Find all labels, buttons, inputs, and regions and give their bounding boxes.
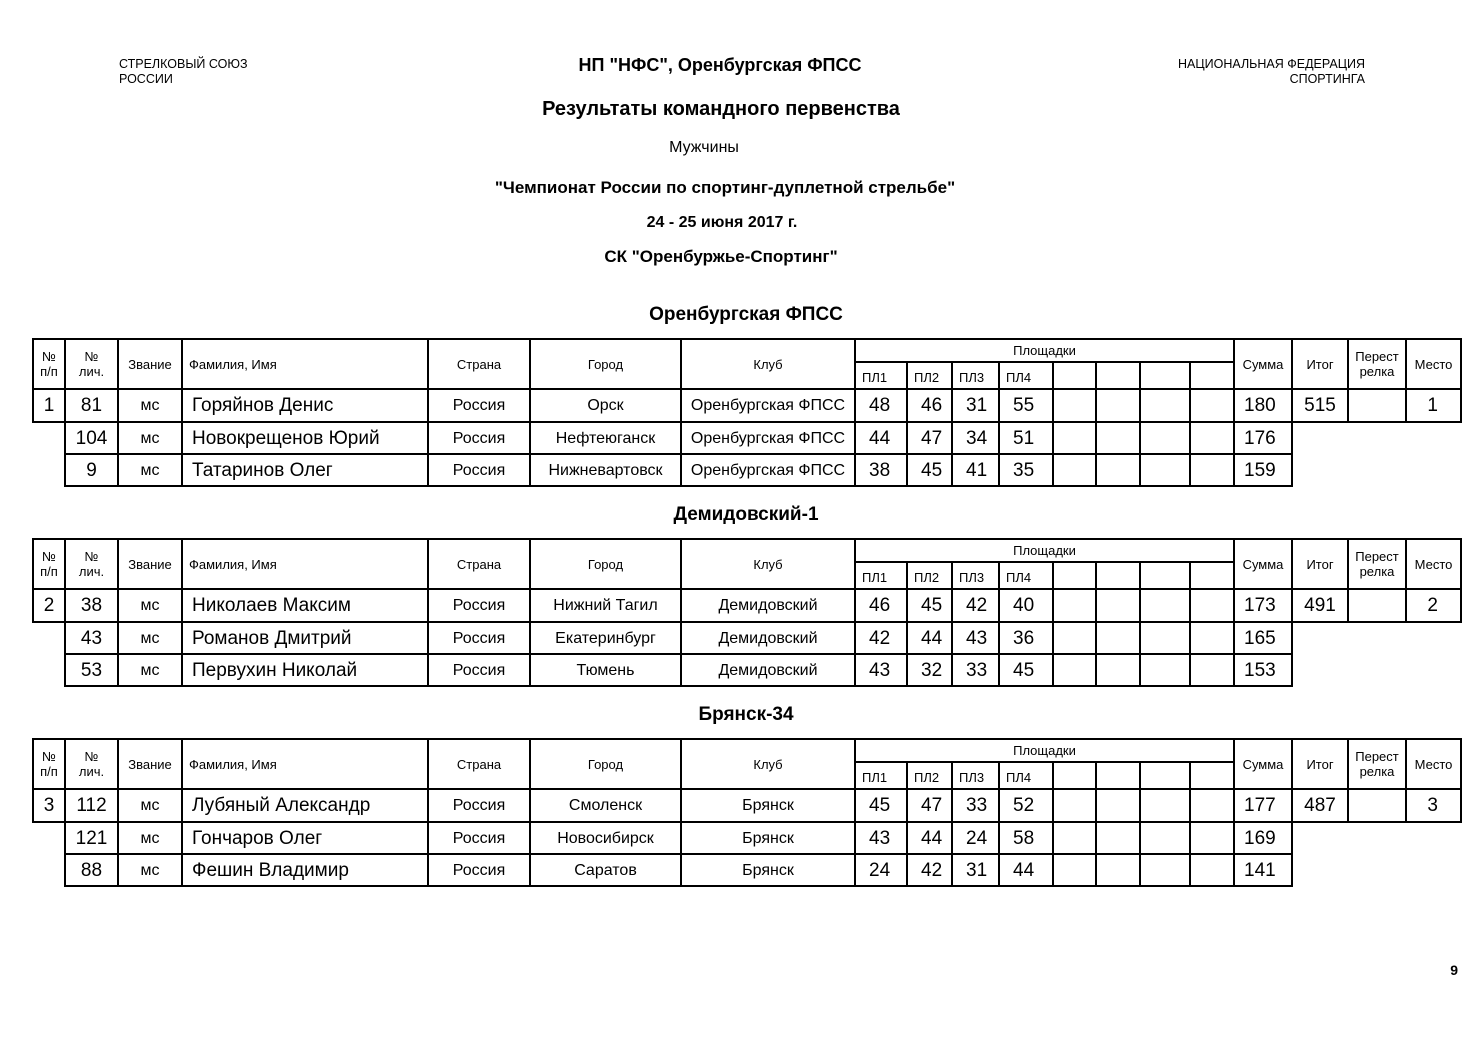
col-header-pp-line-2: п/п (40, 764, 58, 779)
member-score-range-5 (1052, 621, 1097, 655)
col-header-sum: Сумма (1233, 738, 1293, 790)
member-score-range-1: 24 (854, 853, 908, 887)
member-rank: мс (117, 653, 183, 687)
col-header-range-8 (1189, 561, 1235, 590)
col-header-ranges: Площадки (854, 738, 1235, 763)
col-header-pp (32, 538, 66, 590)
col-header-shootoff-line-1: Перест (1355, 549, 1399, 564)
col-header-shootoff (1347, 738, 1407, 790)
col-header-shootoff-line-2: релка (1359, 364, 1395, 379)
member-city: Нефтеюганск (529, 421, 682, 455)
col-header-lich-line-1: № (84, 749, 99, 764)
member-score-range-4: 40 (998, 588, 1054, 623)
member-score-range-5 (1052, 453, 1097, 487)
member-country: Россия (427, 421, 531, 455)
member-country: Россия (427, 453, 531, 487)
member-score-range-7 (1139, 788, 1191, 823)
team-pp: 2 (32, 588, 66, 623)
member-sum: 159 (1233, 453, 1293, 487)
member-score-range-6 (1095, 453, 1141, 487)
member-score-range-6 (1095, 388, 1141, 423)
member-score-range-5 (1052, 788, 1097, 823)
col-header-country: Страна (427, 338, 531, 390)
member-score-range-3: 31 (951, 853, 1000, 887)
col-header-place: Место (1405, 338, 1462, 390)
org-center: НП "НФС", Оренбургская ФПСС (578, 55, 862, 75)
member-score-range-2: 44 (906, 821, 953, 855)
col-header-pp-line-1: № (42, 349, 56, 364)
member-city: Нижний Тагил (529, 588, 682, 623)
member-score-range-8 (1189, 453, 1235, 487)
member-name: Николаев Максим (181, 588, 429, 623)
col-header-country: Страна (427, 738, 531, 790)
member-score-range-5 (1052, 588, 1097, 623)
col-header-range-8 (1189, 361, 1235, 390)
col-header-range-5 (1052, 561, 1097, 590)
team-place: 3 (1405, 788, 1462, 823)
member-score-range-4: 35 (998, 453, 1054, 487)
col-header-range-6 (1095, 361, 1141, 390)
member-score-range-7 (1139, 821, 1191, 855)
member-name: Лубяный Александр (181, 788, 429, 823)
col-header-range-2: ПЛ2 (906, 761, 953, 790)
member-club: Оренбургская ФПСС (680, 388, 856, 423)
col-header-name: Фамилия, Имя (181, 538, 429, 590)
col-header-lich-line-1: № (84, 549, 99, 564)
col-header-shootoff (1347, 338, 1407, 390)
member-club: Демидовский (680, 653, 856, 687)
member-city: Орск (529, 388, 682, 423)
team-pp: 1 (32, 388, 66, 423)
member-sum: 176 (1233, 421, 1293, 455)
member-name: Гончаров Олег (181, 821, 429, 855)
col-header-total: Итог (1291, 538, 1349, 590)
team-shootoff (1347, 788, 1407, 823)
member-lich: 81 (64, 388, 119, 423)
col-header-pp-line-2: п/п (40, 564, 58, 579)
member-rank: мс (117, 853, 183, 887)
member-score-range-6 (1095, 788, 1141, 823)
member-country: Россия (427, 588, 531, 623)
member-city: Екатеринбург (529, 621, 682, 655)
col-header-pp-line-1: № (42, 749, 56, 764)
member-name: Татаринов Олег (181, 453, 429, 487)
event-name: "Чемпионат России по спортинг-дуплетной стрельбе" (494, 178, 956, 197)
member-country: Россия (427, 788, 531, 823)
team-shootoff (1347, 388, 1407, 423)
member-score-range-3: 24 (951, 821, 1000, 855)
member-score-range-2: 44 (906, 621, 953, 655)
member-score-range-2: 47 (906, 788, 953, 823)
col-header-club: Клуб (680, 338, 856, 390)
col-header-range-3: ПЛ3 (951, 561, 1000, 590)
org-right (1178, 57, 1365, 87)
member-score-range-5 (1052, 421, 1097, 455)
member-score-range-7 (1139, 588, 1191, 623)
col-header-name: Фамилия, Имя (181, 738, 429, 790)
member-sum: 177 (1233, 788, 1293, 823)
member-country: Россия (427, 821, 531, 855)
member-score-range-6 (1095, 621, 1141, 655)
col-header-pp (32, 338, 66, 390)
team-place: 1 (1405, 388, 1462, 423)
member-score-range-4: 52 (998, 788, 1054, 823)
col-header-shootoff (1347, 538, 1407, 590)
member-name: Романов Дмитрий (181, 621, 429, 655)
member-score-range-7 (1139, 388, 1191, 423)
col-header-range-4: ПЛ4 (998, 361, 1054, 390)
member-score-range-4: 36 (998, 621, 1054, 655)
col-header-lich-line-2: лич. (78, 364, 105, 379)
member-rank: мс (117, 621, 183, 655)
col-header-range-7 (1139, 361, 1191, 390)
member-score-range-2: 46 (906, 388, 953, 423)
member-score-range-6 (1095, 653, 1141, 687)
member-score-range-3: 42 (951, 588, 1000, 623)
col-header-range-4: ПЛ4 (998, 761, 1054, 790)
col-header-range-3: ПЛ3 (951, 361, 1000, 390)
member-score-range-4: 44 (998, 853, 1054, 887)
col-header-pp-line-1: № (42, 549, 56, 564)
member-score-range-1: 43 (854, 821, 908, 855)
member-score-range-6 (1095, 588, 1141, 623)
team-title: Брянск-34 (698, 704, 794, 725)
org-left-line-1: СТРЕЛКОВЫЙ СОЮЗ (119, 57, 248, 71)
member-score-range-3: 33 (951, 788, 1000, 823)
member-score-range-5 (1052, 653, 1097, 687)
page-title: Результаты командного первенства (542, 98, 900, 120)
member-score-range-3: 43 (951, 621, 1000, 655)
org-left-line-2: РОССИИ (119, 72, 173, 86)
team-total: 515 (1291, 388, 1349, 423)
member-rank: мс (117, 588, 183, 623)
page-number: 9 (1450, 962, 1458, 978)
member-city: Тюмень (529, 653, 682, 687)
member-score-range-3: 34 (951, 421, 1000, 455)
col-header-range-7 (1139, 761, 1191, 790)
member-rank: мс (117, 421, 183, 455)
col-header-city: Город (529, 738, 682, 790)
member-score-range-8 (1189, 788, 1235, 823)
member-score-range-5 (1052, 821, 1097, 855)
member-score-range-5 (1052, 388, 1097, 423)
member-score-range-7 (1139, 621, 1191, 655)
member-score-range-2: 32 (906, 653, 953, 687)
member-score-range-6 (1095, 853, 1141, 887)
member-score-range-4: 55 (998, 388, 1054, 423)
col-header-range-4: ПЛ4 (998, 561, 1054, 590)
col-header-range-6 (1095, 761, 1141, 790)
member-score-range-3: 41 (951, 453, 1000, 487)
member-lich: 121 (64, 821, 119, 855)
col-header-range-6 (1095, 561, 1141, 590)
member-lich: 38 (64, 588, 119, 623)
col-header-shootoff-line-2: релка (1359, 764, 1395, 779)
col-header-place: Место (1405, 738, 1462, 790)
member-score-range-3: 31 (951, 388, 1000, 423)
col-header-pp (32, 738, 66, 790)
col-header-pp-line-2: п/п (40, 364, 58, 379)
col-header-total: Итог (1291, 738, 1349, 790)
member-sum: 165 (1233, 621, 1293, 655)
member-sum: 141 (1233, 853, 1293, 887)
col-header-country: Страна (427, 538, 531, 590)
member-name: Горяйнов Денис (181, 388, 429, 423)
col-header-lich-line-1: № (84, 349, 99, 364)
col-header-range-2: ПЛ2 (906, 561, 953, 590)
event-venue: СК "Оренбуржье-Спортинг" (604, 247, 838, 266)
col-header-sum: Сумма (1233, 338, 1293, 390)
col-header-lich-line-2: лич. (78, 764, 105, 779)
col-header-ranges: Площадки (854, 538, 1235, 563)
member-name: Новокрещенов Юрий (181, 421, 429, 455)
member-score-range-3: 33 (951, 653, 1000, 687)
col-header-range-7 (1139, 561, 1191, 590)
member-lich: 43 (64, 621, 119, 655)
member-score-range-2: 45 (906, 588, 953, 623)
col-header-shootoff-line-2: релка (1359, 564, 1395, 579)
member-score-range-1: 45 (854, 788, 908, 823)
event-dates: 24 - 25 июня 2017 г. (646, 214, 798, 231)
col-header-shootoff-line-1: Перест (1355, 749, 1399, 764)
col-header-total: Итог (1291, 338, 1349, 390)
member-score-range-2: 45 (906, 453, 953, 487)
member-score-range-7 (1139, 853, 1191, 887)
member-club: Демидовский (680, 588, 856, 623)
member-score-range-7 (1139, 653, 1191, 687)
team-shootoff (1347, 588, 1407, 623)
member-score-range-8 (1189, 653, 1235, 687)
team-place: 2 (1405, 588, 1462, 623)
col-header-city: Город (529, 338, 682, 390)
team-title: Оренбургская ФПСС (649, 304, 843, 325)
member-score-range-1: 43 (854, 653, 908, 687)
org-right-line-2: СПОРТИНГА (1289, 72, 1365, 86)
col-header-range-1: ПЛ1 (854, 361, 908, 390)
member-name: Первухин Николай (181, 653, 429, 687)
member-club: Брянск (680, 853, 856, 887)
team-title: Демидовский-1 (673, 504, 819, 525)
member-score-range-6 (1095, 421, 1141, 455)
member-country: Россия (427, 621, 531, 655)
member-lich: 88 (64, 853, 119, 887)
member-score-range-7 (1139, 453, 1191, 487)
col-header-sum: Сумма (1233, 538, 1293, 590)
member-score-range-1: 38 (854, 453, 908, 487)
col-header-range-5 (1052, 761, 1097, 790)
team-total: 491 (1291, 588, 1349, 623)
member-score-range-8 (1189, 388, 1235, 423)
member-city: Смоленск (529, 788, 682, 823)
member-score-range-8 (1189, 621, 1235, 655)
col-header-range-3: ПЛ3 (951, 761, 1000, 790)
member-sum: 169 (1233, 821, 1293, 855)
member-score-range-4: 51 (998, 421, 1054, 455)
member-score-range-1: 44 (854, 421, 908, 455)
member-city: Нижневартовск (529, 453, 682, 487)
member-rank: мс (117, 788, 183, 823)
col-header-range-8 (1189, 761, 1235, 790)
col-header-club: Клуб (680, 738, 856, 790)
member-club: Оренбургская ФПСС (680, 421, 856, 455)
category-subtitle: Мужчины (669, 139, 739, 156)
member-score-range-2: 47 (906, 421, 953, 455)
col-header-club: Клуб (680, 538, 856, 590)
col-header-rank: Звание (117, 738, 183, 790)
member-city: Новосибирск (529, 821, 682, 855)
member-sum: 180 (1233, 388, 1293, 423)
member-sum: 173 (1233, 588, 1293, 623)
col-header-city: Город (529, 538, 682, 590)
col-header-shootoff-line-1: Перест (1355, 349, 1399, 364)
member-club: Брянск (680, 821, 856, 855)
member-score-range-8 (1189, 821, 1235, 855)
member-score-range-1: 42 (854, 621, 908, 655)
col-header-range-1: ПЛ1 (854, 761, 908, 790)
member-score-range-8 (1189, 588, 1235, 623)
member-lich: 53 (64, 653, 119, 687)
member-score-range-1: 46 (854, 588, 908, 623)
member-club: Брянск (680, 788, 856, 823)
member-country: Россия (427, 853, 531, 887)
member-lich: 104 (64, 421, 119, 455)
member-score-range-2: 42 (906, 853, 953, 887)
col-header-lich-line-2: лич. (78, 564, 105, 579)
col-header-range-1: ПЛ1 (854, 561, 908, 590)
member-country: Россия (427, 388, 531, 423)
col-header-range-2: ПЛ2 (906, 361, 953, 390)
col-header-rank: Звание (117, 538, 183, 590)
member-lich: 9 (64, 453, 119, 487)
team-pp: 3 (32, 788, 66, 823)
col-header-lich (64, 338, 119, 390)
col-header-rank: Звание (117, 338, 183, 390)
col-header-range-5 (1052, 361, 1097, 390)
member-score-range-1: 48 (854, 388, 908, 423)
member-rank: мс (117, 821, 183, 855)
member-score-range-8 (1189, 421, 1235, 455)
member-lich: 112 (64, 788, 119, 823)
col-header-place: Место (1405, 538, 1462, 590)
col-header-name: Фамилия, Имя (181, 338, 429, 390)
member-score-range-4: 45 (998, 653, 1054, 687)
member-club: Демидовский (680, 621, 856, 655)
member-score-range-5 (1052, 853, 1097, 887)
member-score-range-8 (1189, 853, 1235, 887)
member-score-range-6 (1095, 821, 1141, 855)
member-country: Россия (427, 653, 531, 687)
member-rank: мс (117, 453, 183, 487)
member-city: Саратов (529, 853, 682, 887)
member-club: Оренбургская ФПСС (680, 453, 856, 487)
member-score-range-7 (1139, 421, 1191, 455)
member-name: Фешин Владимир (181, 853, 429, 887)
col-header-lich (64, 538, 119, 590)
team-total: 487 (1291, 788, 1349, 823)
member-sum: 153 (1233, 653, 1293, 687)
org-right-line-1: НАЦИОНАЛЬНАЯ ФЕДЕРАЦИЯ (1178, 57, 1365, 71)
col-header-ranges: Площадки (854, 338, 1235, 363)
member-rank: мс (117, 388, 183, 423)
col-header-lich (64, 738, 119, 790)
member-score-range-4: 58 (998, 821, 1054, 855)
